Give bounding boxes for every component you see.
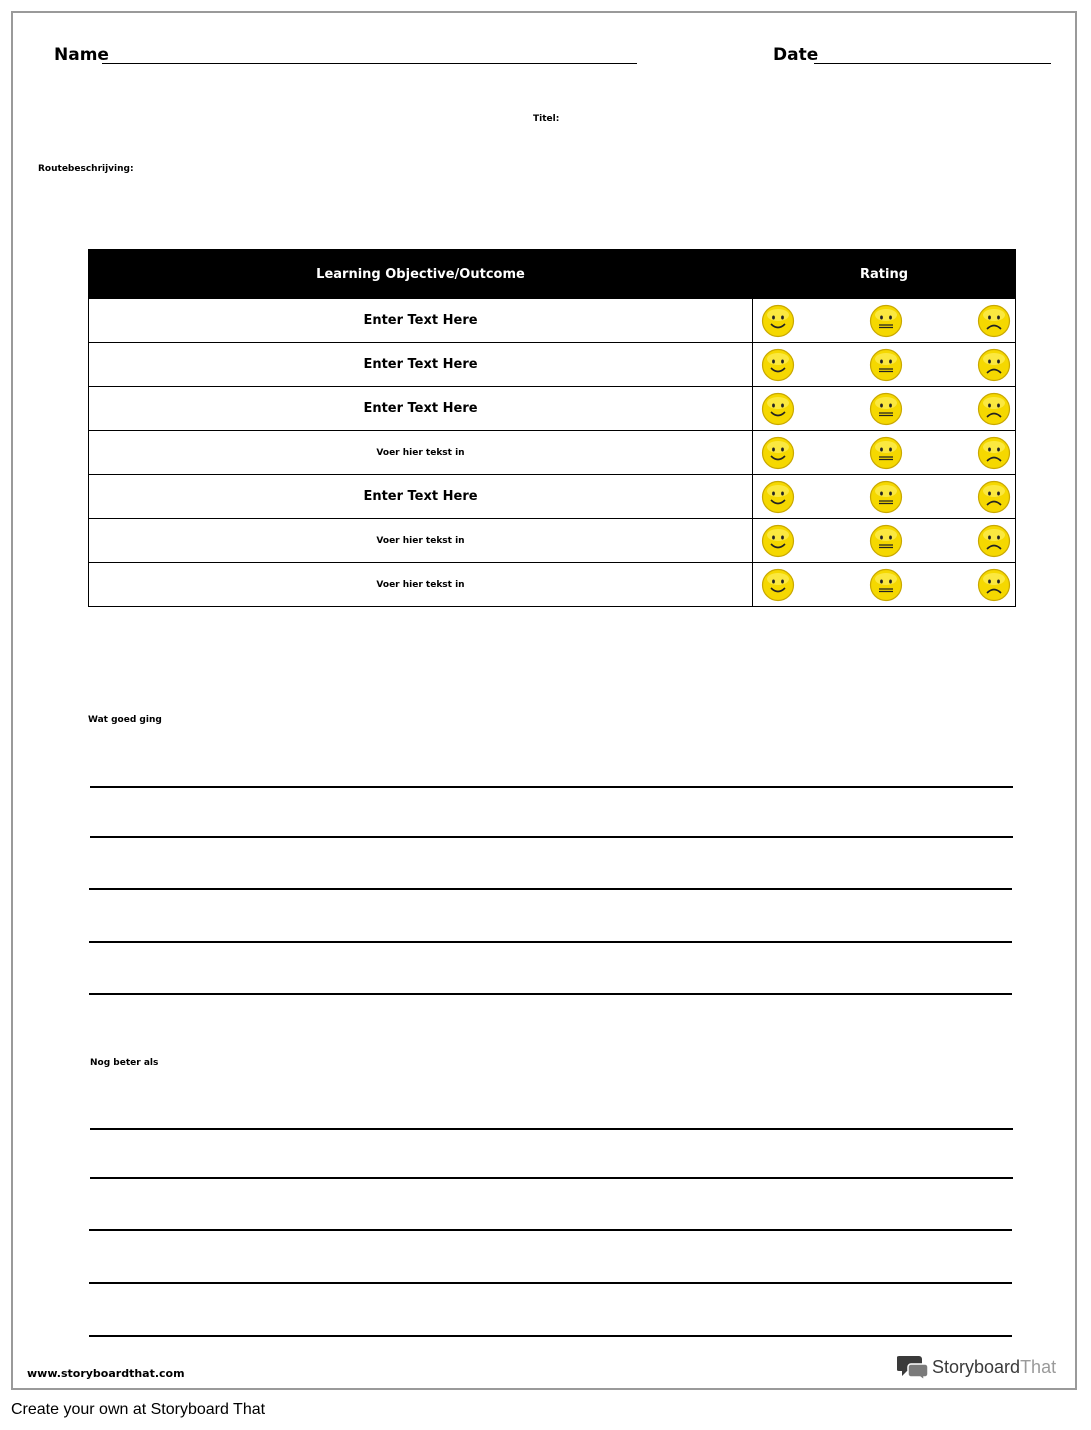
objective-text-cell[interactable]: Enter Text Here bbox=[89, 475, 753, 519]
rating-cell bbox=[753, 299, 1016, 343]
name-field-line[interactable] bbox=[102, 63, 637, 64]
rating-faces bbox=[753, 348, 1015, 382]
storyboardthat-logo[interactable] bbox=[897, 1354, 1056, 1380]
objective-row bbox=[89, 299, 1016, 343]
neutral-face-icon[interactable] bbox=[869, 524, 903, 558]
sad-face-icon[interactable] bbox=[977, 304, 1011, 338]
neutral-face-icon[interactable] bbox=[869, 392, 903, 426]
rating-cell bbox=[753, 475, 1016, 519]
objective-row bbox=[89, 343, 1016, 387]
objective-text-cell[interactable]: Voer hier tekst in bbox=[89, 519, 753, 563]
rating-faces bbox=[753, 524, 1015, 558]
neutral-face-icon[interactable] bbox=[869, 348, 903, 382]
title-label: Titel: bbox=[533, 114, 560, 124]
rating-faces bbox=[753, 304, 1015, 338]
create-your-own-link[interactable]: Create your own at Storyboard That bbox=[11, 1401, 266, 1418]
footer-url[interactable]: www.storyboardthat.com bbox=[27, 1367, 185, 1380]
went-well-line-1[interactable] bbox=[90, 786, 1013, 788]
happy-face-icon[interactable] bbox=[761, 304, 795, 338]
rating-cell bbox=[753, 431, 1016, 475]
rating-faces bbox=[753, 480, 1015, 514]
objective-text-cell[interactable]: Voer hier tekst in bbox=[89, 563, 753, 607]
rating-faces bbox=[753, 568, 1015, 602]
even-better-line-4[interactable] bbox=[89, 1282, 1012, 1284]
rating-cell bbox=[753, 519, 1016, 563]
speech-bubbles-icon bbox=[897, 1354, 929, 1380]
date-label: Date bbox=[773, 45, 819, 65]
date-field-line[interactable] bbox=[814, 63, 1051, 64]
objectives-table bbox=[88, 249, 1016, 607]
even-better-label: Nog beter als bbox=[90, 1058, 159, 1068]
sad-face-icon[interactable] bbox=[977, 436, 1011, 470]
worksheet bbox=[11, 11, 1077, 1390]
rating-column-header: Rating bbox=[753, 250, 1016, 299]
happy-face-icon[interactable] bbox=[761, 568, 795, 602]
sad-face-icon[interactable] bbox=[977, 392, 1011, 426]
went-well-label: Wat goed ging bbox=[88, 715, 162, 725]
logo-text-bold: That bbox=[1020, 1356, 1057, 1377]
happy-face-icon[interactable] bbox=[761, 480, 795, 514]
rating-faces bbox=[753, 436, 1015, 470]
rating-cell bbox=[753, 387, 1016, 431]
rating-cell bbox=[753, 343, 1016, 387]
happy-face-icon[interactable] bbox=[761, 348, 795, 382]
objective-row bbox=[89, 387, 1016, 431]
went-well-line-5[interactable] bbox=[89, 993, 1012, 995]
even-better-line-2[interactable] bbox=[90, 1177, 1013, 1179]
directions-label: Routebeschrijving: bbox=[38, 164, 134, 174]
objective-row bbox=[89, 563, 1016, 607]
neutral-face-icon[interactable] bbox=[869, 568, 903, 602]
sad-face-icon[interactable] bbox=[977, 524, 1011, 558]
sad-face-icon[interactable] bbox=[977, 480, 1011, 514]
went-well-line-2[interactable] bbox=[90, 836, 1013, 838]
objective-text-cell[interactable]: Enter Text Here bbox=[89, 387, 753, 431]
objective-column-header: Learning Objective/Outcome bbox=[89, 250, 753, 299]
objective-row bbox=[89, 431, 1016, 475]
went-well-line-4[interactable] bbox=[89, 941, 1012, 943]
logo-text-regular: Storyboard bbox=[932, 1356, 1021, 1377]
neutral-face-icon[interactable] bbox=[869, 304, 903, 338]
sad-face-icon[interactable] bbox=[977, 348, 1011, 382]
objective-text-cell[interactable]: Voer hier tekst in bbox=[89, 431, 753, 475]
even-better-line-3[interactable] bbox=[89, 1229, 1012, 1231]
objective-text-cell[interactable]: Enter Text Here bbox=[89, 343, 753, 387]
rating-cell bbox=[753, 563, 1016, 607]
sad-face-icon[interactable] bbox=[977, 568, 1011, 602]
objective-text-cell[interactable]: Enter Text Here bbox=[89, 299, 753, 343]
even-better-line-1[interactable] bbox=[90, 1128, 1013, 1130]
name-label: Name bbox=[54, 45, 109, 65]
objective-row bbox=[89, 475, 1016, 519]
happy-face-icon[interactable] bbox=[761, 392, 795, 426]
rating-faces bbox=[753, 392, 1015, 426]
went-well-line-3[interactable] bbox=[89, 888, 1012, 890]
neutral-face-icon[interactable] bbox=[869, 436, 903, 470]
objective-row bbox=[89, 519, 1016, 563]
happy-face-icon[interactable] bbox=[761, 524, 795, 558]
neutral-face-icon[interactable] bbox=[869, 480, 903, 514]
happy-face-icon[interactable] bbox=[761, 436, 795, 470]
even-better-line-5[interactable] bbox=[89, 1335, 1012, 1337]
